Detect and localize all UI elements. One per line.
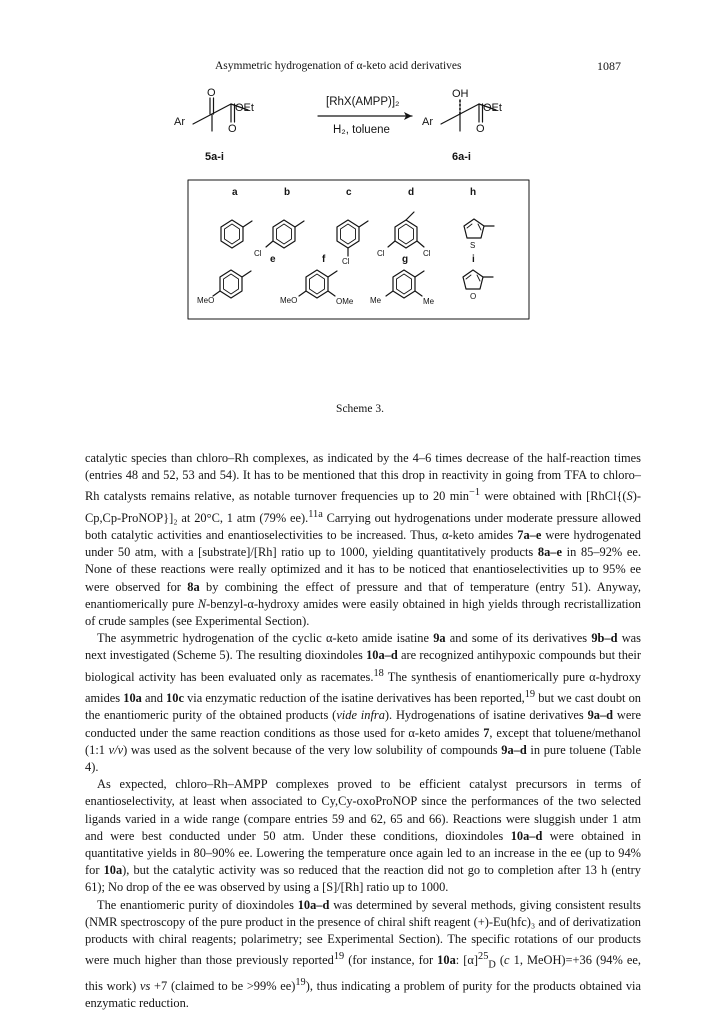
atom-Cl: Cl	[254, 249, 262, 258]
text-run: The synthesis of enantiomerically pure α-hydroxy amides	[85, 669, 641, 706]
text-run: were obtained with [RhCl{(	[480, 489, 627, 504]
reference-citation: 11a	[308, 508, 323, 520]
reference-citation: 18	[373, 667, 384, 679]
compound-ref: 8a–e	[537, 545, 562, 560]
label-a: a	[232, 187, 238, 198]
text-run: in 85–92% ee. None of these reactions were really optimized and it has to be noticed that enantioselectivities up to 95% ee were observed for	[85, 545, 642, 594]
atom-O: O	[207, 87, 216, 99]
text-run: -benzyl-α-hydroxy amides were easily obtained in high yields through recristallization of crude samples (see Experimental Section).	[85, 596, 642, 629]
atom-Me: Me	[370, 296, 382, 305]
atom-Ar: Ar	[422, 116, 433, 128]
text-run: : [α]	[455, 953, 479, 968]
atom-OH: OH	[452, 88, 469, 100]
paragraph-1	[85, 450, 641, 630]
label-b: b	[284, 187, 291, 198]
label-f: f	[322, 254, 326, 265]
scheme-3-figure	[0, 0, 720, 400]
subscript: D	[488, 959, 496, 971]
text-run: (for instance, for	[344, 953, 438, 968]
reference-citation: 19	[524, 689, 536, 701]
aryl-h-thienyl	[464, 219, 494, 238]
product-hydroxy-ester	[422, 88, 502, 135]
paragraph-2	[85, 630, 641, 776]
label-e: e	[270, 254, 276, 265]
product-label: 6a-i	[452, 151, 471, 163]
reaction-arrow	[318, 112, 412, 120]
atom-Cl: Cl	[377, 249, 385, 258]
reference-citation: 19	[333, 951, 345, 963]
superscript: 25	[478, 951, 489, 963]
compound-ref: 9a–d	[587, 708, 614, 723]
text-run: was determined by several methods, giving consistent results (NMR spectroscopy of the pure product in the presence of chiral shift reagent (+)-Eu(hfc)₃ and of derivatization products with chiral reagents; polarimetry; see Experimental Section). The specific rotations of our products were much higher than those previously reported	[85, 897, 641, 968]
atom-O: O	[228, 123, 237, 135]
compound-ref: 7	[483, 725, 490, 740]
running-head-title: Asymmetric hydrogenation of α-keto acid derivatives	[215, 60, 462, 72]
aryl-b-4-chlorophenyl	[266, 220, 304, 248]
text-run: ) was used as the solvent because of the very low solubility of compounds	[123, 742, 502, 757]
text-run: catalytic species than chloro–Rh complexes, as indicated by the 4–6 times decrease of the half-reaction times (entries 48 and 52, 53 and 54). It has to be mentioned that this drop in reactivity in going from TFA to chloro–Rh catalysts remains relative, as notable turnover frequencies up to 20 min	[85, 451, 641, 504]
text-run: was next investigated (Scheme 5). The resulting dioxindoles	[85, 631, 641, 663]
aryl-e-4-methoxyphenyl	[213, 270, 251, 298]
atom-O: O	[470, 292, 477, 301]
compound-ref: 8a	[187, 579, 200, 594]
text-run: in pure toluene (Table 4).	[85, 742, 641, 774]
italic-text: v/v	[108, 742, 124, 757]
reference-citation: 19	[295, 976, 306, 988]
page-number: 1087	[597, 59, 621, 73]
aryl-g-dimethylphenyl	[386, 270, 424, 298]
atom-Me: Me	[423, 297, 435, 306]
label-i: i	[472, 254, 475, 265]
text-run: by combining the effect of pressure and that of temperature (entry 51). Anyway, enantiomerically pure	[85, 579, 641, 611]
label-d: d	[408, 187, 415, 198]
text-run: The enantiomeric purity of dioxindoles	[97, 897, 298, 912]
text-run: +7 (claimed to be >99% ee)	[150, 979, 296, 994]
aryl-c-2-chlorophenyl	[337, 220, 368, 256]
atom-OEt: OEt	[483, 102, 502, 114]
compound-ref: 10a	[123, 691, 142, 706]
article-body	[85, 450, 641, 1013]
atom-Cl: Cl	[342, 257, 350, 266]
text-run: (	[495, 953, 505, 968]
atom-OMe: OMe	[336, 297, 354, 306]
aryl-d-dichlorophenyl	[388, 212, 424, 248]
text-run: and	[141, 691, 167, 706]
text-run: ), thus indicating a problem of purity for the products obtained via enzymatic reduction.	[85, 979, 641, 1011]
paragraph-4	[85, 897, 641, 1013]
compound-ref: 10a–d	[297, 897, 330, 912]
text-run: 1, MeOH)=+36 (94% ee, this work)	[85, 953, 641, 994]
text-run: Carrying out hydrogenations under moderate pressure allowed both catalytic activities and enantioselectivities to be increased. Thus, α-keto amides	[85, 510, 641, 543]
text-run: are recognized antihypoxic compounds but their biological activity has been evaluated only as racemates.	[85, 648, 641, 684]
text-run: ). Hydrogenations of isatine derivatives	[384, 708, 588, 723]
atom-S: S	[470, 241, 476, 250]
compound-ref: 9a–d	[501, 742, 527, 757]
text-run: ), but the catalytic activity was so reduced that the reaction did not go to completion after 13 h (entry 61); No drop of the ee was observed by using a [S]/[Rh] ratio up to 1000.	[85, 863, 641, 895]
aryl-f-dimethoxyphenyl	[299, 270, 337, 298]
atom-MeO: MeO	[197, 296, 215, 305]
aryl-i-furyl	[463, 270, 493, 289]
text-run: , except that toluene/methanol (1:1	[85, 725, 642, 757]
text-run: via enzymatic reduction of the isatine derivatives has been reported,	[183, 691, 525, 706]
text-run: and some of its derivatives	[445, 631, 592, 646]
reagent-conditions: H₂, toluene	[333, 124, 390, 136]
aryl-group-box	[188, 180, 529, 319]
reagent-catalyst: [RhX(AMPP)]₂	[326, 96, 400, 108]
compound-ref: 10c	[166, 691, 184, 706]
text-run: were obtained in quantitative yields in 80–90% ee. Lowering the temperature once again led to an increase in the ee (up to 94% for	[85, 828, 642, 878]
italic-text: N	[197, 596, 207, 611]
label-c: c	[346, 187, 352, 198]
compound-ref: 9a	[433, 631, 446, 646]
text-run: were conducted under the same reaction conditions as those used for α-keto amides	[85, 708, 641, 740]
atom-OEt: OEt	[235, 102, 254, 114]
reactant-label: 5a-i	[205, 151, 224, 163]
italic-text: vs	[139, 979, 151, 994]
italic-text: S	[626, 489, 633, 504]
compound-ref: 10a–d	[510, 828, 543, 843]
atom-O: O	[476, 123, 485, 135]
atom-Ar: Ar	[174, 116, 185, 128]
scheme-caption: Scheme 3.	[336, 403, 384, 415]
text-run: As expected, chloro–Rh–AMPP complexes proved to be efficient catalyst precursors in terms of enantioselectivity, at least when associated to Cy,Cy-oxoProNOP since the performances of the two selected ligands varied in a wide range (compare entries 59 and 62, 65 and 66). Reactions were sluggish under 1 atm and were best conducted under 50 atm. Under these conditions, dioxindoles	[85, 777, 641, 843]
text-run: but we cast doubt on the enantiomeric purity of the obtained products (	[85, 691, 641, 723]
label-g: g	[402, 254, 409, 265]
compound-ref: 9b–d	[591, 631, 618, 646]
reactant-keto-ester	[174, 87, 254, 135]
label-h: h	[470, 187, 477, 198]
superscript: −1	[469, 487, 480, 499]
compound-ref: 10a	[437, 953, 456, 968]
text-run: were hydrogenated under 50 atm, with a [substrate]/[Rh] ratio up to 1000, yielding quantitatively products	[85, 528, 641, 560]
text-run: The asymmetric hydrogenation of the cyclic α-keto amide isatine	[97, 631, 434, 646]
compound-ref: 10a–d	[366, 648, 398, 663]
paragraph-3	[85, 776, 641, 896]
italic-text: vide infra	[336, 708, 385, 723]
aryl-a-phenyl	[221, 220, 252, 248]
text-run: )-Cp,Cp-ProNOP}]₂ at 20°C, 1 atm (79% ee).	[85, 489, 641, 525]
compound-ref: 7a–e	[517, 528, 542, 543]
italic-text: c	[504, 953, 510, 968]
compound-ref: 10a	[103, 863, 123, 878]
atom-Cl: Cl	[423, 249, 431, 258]
atom-MeO: MeO	[280, 296, 298, 305]
